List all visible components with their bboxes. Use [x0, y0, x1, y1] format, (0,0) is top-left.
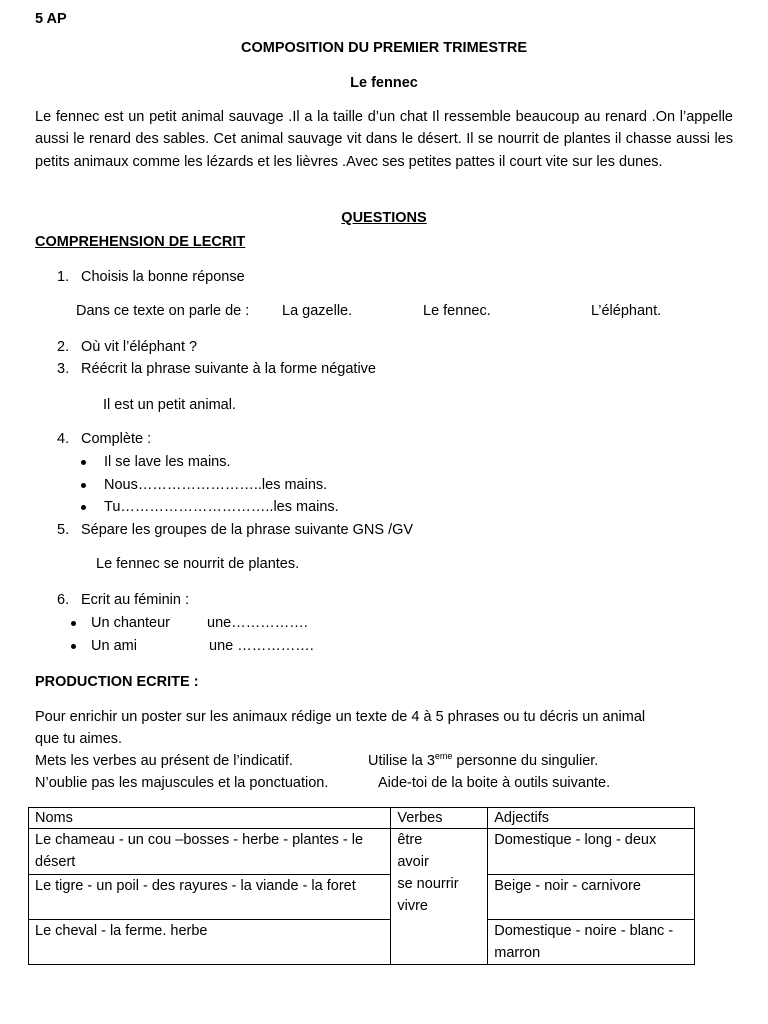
- production-instruction: Pour enrichir un poster sur les animaux rédige un texte de 4 à 5 phrases ou tu décris un animal: [35, 709, 646, 725]
- question-5-sentence: Le fennec se nourrit de plantes.: [96, 556, 300, 572]
- noms-cell: Le cheval - la ferme. herbe: [29, 920, 391, 965]
- question-1-label: Choisis la bonne réponse: [81, 269, 245, 285]
- production-instruction: Utilise la 3eme personne du singulier.: [368, 751, 599, 769]
- verb: avoir: [397, 854, 429, 870]
- question-1-prompt: Dans ce texte on parle de :: [76, 303, 250, 319]
- page-title: COMPOSITION DU PREMIER TRIMESTRE: [241, 40, 527, 56]
- bullet-icon: [71, 644, 76, 649]
- question-6-label: Ecrit au féminin :: [81, 592, 189, 608]
- question-4-number: 4.: [57, 431, 70, 447]
- verbes-cell: [391, 829, 488, 965]
- production-heading: PRODUCTION ECRITE :: [35, 674, 199, 690]
- verb: se nourrir: [397, 876, 459, 892]
- adjectifs-cell: Beige - noir - carnivore: [488, 875, 695, 920]
- question-4-item: Il se lave les mains.: [104, 454, 231, 470]
- option-fennec: Le fennec.: [423, 303, 491, 319]
- production-instruction: Aide-toi de la boite à outils suivante.: [378, 775, 611, 791]
- reading-passage: Le fennec est un petit animal sauvage .Il a la taille d’un chat Il ressemble beaucoup au renard .On l’appelle aussi le renard des sables. Cet animal sauvage vit dans le désert. Il se nourrit de plantes il chasse aussi les petits animaux comme les lézards et les lièvres .Avec ses petites pattes il court vite sur les dunes.: [35, 109, 733, 170]
- question-2-label: Où vit l’éléphant ?: [81, 339, 198, 355]
- question-3-label: Réécrit la phrase suivante à la forme négative: [81, 361, 376, 377]
- class-level: 5 AP: [35, 11, 67, 27]
- question-4-label: Complète :: [81, 431, 152, 447]
- question-6-number: 6.: [57, 592, 70, 608]
- question-4-item: Nous……………………..les mains.: [104, 477, 328, 493]
- column-header-noms: Noms: [29, 808, 391, 829]
- question-3-number: 3.: [57, 361, 70, 377]
- question-5-label: Sépare les groupes de la phrase suivante GNS /GV: [81, 522, 414, 538]
- feminine-word: Un chanteur: [91, 615, 170, 631]
- production-instruction: N’oublie pas les majuscules et la ponctuation.: [35, 775, 329, 791]
- column-header-verbes: Verbes: [391, 808, 488, 829]
- noms-cell: Le chameau - un cou –bosses - herbe - plantes - le désert: [29, 829, 391, 875]
- comprehension-heading: COMPREHENSION DE LECRIT: [35, 234, 246, 250]
- text-title: Le fennec: [350, 75, 418, 91]
- option-elephant: L’éléphant.: [591, 303, 662, 319]
- option-gazelle: La gazelle.: [282, 303, 353, 319]
- bullet-icon: [81, 460, 86, 465]
- feminine-word: Un ami: [91, 638, 137, 654]
- question-3-sentence: Il est un petit animal.: [103, 397, 236, 413]
- questions-heading: QUESTIONS: [341, 210, 427, 226]
- adjectifs-cell: Domestique - noire - blanc - marron: [488, 920, 695, 965]
- question-4-item: Tu…………………………..les mains.: [104, 499, 339, 515]
- verb: être: [397, 832, 423, 848]
- adjectifs-cell: Domestique - long - deux: [488, 829, 695, 875]
- feminine-blank: une…………….: [207, 615, 308, 631]
- question-5-number: 5.: [57, 522, 70, 538]
- production-instruction: Mets les verbes au présent de l’indicatif.: [35, 753, 293, 769]
- bullet-icon: [81, 483, 86, 488]
- question-2-number: 2.: [57, 339, 70, 355]
- question-1-number: 1.: [57, 269, 70, 285]
- column-header-adjectifs: Adjectifs: [488, 808, 695, 829]
- production-instruction: que tu aimes.: [35, 731, 123, 747]
- bullet-icon: [71, 621, 76, 626]
- toolbox-table: [28, 807, 695, 965]
- bullet-icon: [81, 505, 86, 510]
- noms-cell: Le tigre - un poil - des rayures - la viande - la foret: [29, 875, 391, 920]
- feminine-blank: une …………….: [209, 638, 314, 654]
- verb: vivre: [397, 898, 428, 914]
